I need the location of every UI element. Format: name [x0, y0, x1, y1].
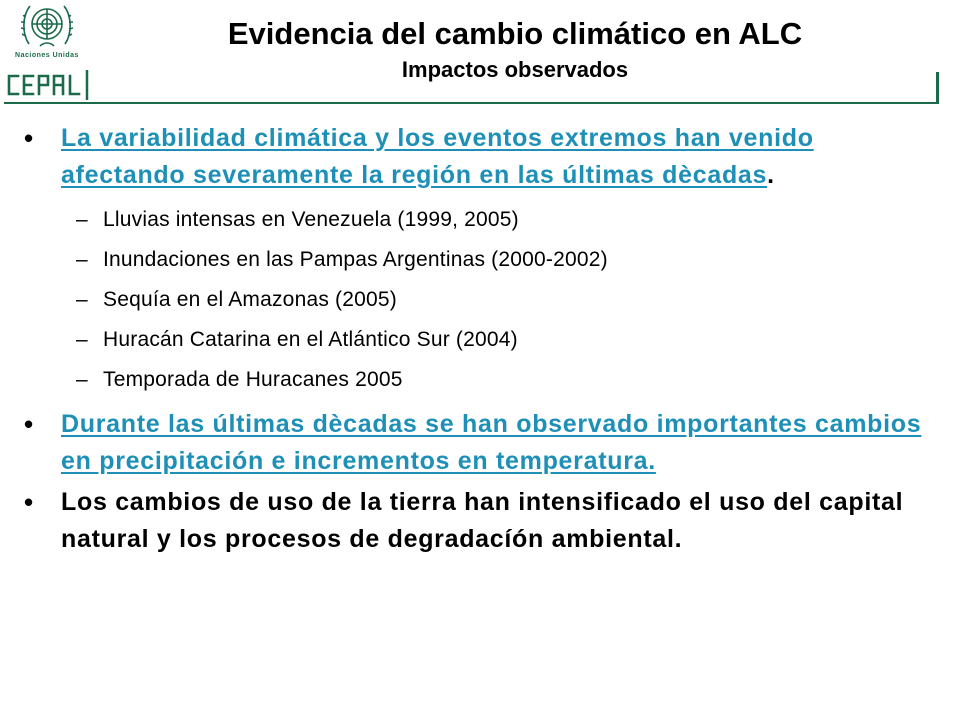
bullet-link[interactable]: Durante las últimas dècadas se han observado importantes cambios en precipitación e incrementos en temperatura. — [61, 410, 922, 475]
sub-item-text: Inundaciones en las Pampas Argentinas (2000-2002) — [103, 248, 608, 271]
header-rule-right — [936, 72, 939, 104]
slide-title: Evidencia del cambio climático en ALC — [227, 16, 803, 51]
bullet-item — [24, 406, 924, 480]
slide-content — [24, 120, 924, 558]
sub-item — [76, 240, 924, 280]
un-emblem-icon — [20, 0, 74, 50]
bullet-item — [24, 484, 924, 558]
bullet-suffix: . — [767, 161, 775, 189]
bullet-text: Los cambios de uso de la tierra han intensificado el uso del capital natural y los procesos de degradacíón ambiental. — [61, 488, 904, 553]
cepal-logo — [4, 0, 94, 104]
sub-dash: – — [76, 248, 88, 271]
bullet-text — [61, 120, 924, 194]
sub-dash: – — [76, 208, 88, 231]
sub-item — [76, 200, 924, 240]
bullet-glyph: • — [24, 123, 34, 153]
sub-item — [76, 280, 924, 320]
sub-item — [76, 360, 924, 400]
header-rule-bottom — [4, 102, 939, 104]
bullet-text — [61, 406, 924, 480]
sub-item-text: Temporada de Huracanes 2005 — [103, 368, 403, 391]
slide-subtitle: Impactos observados — [401, 57, 629, 82]
bullet-item — [24, 120, 924, 194]
bullet-glyph: • — [24, 487, 34, 517]
bullet-glyph: • — [24, 409, 34, 439]
bullet-link[interactable]: La variabilidad climática y los eventos extremos han venido afectando severamente la región en las últimas dècadas — [61, 124, 814, 189]
sub-dash: – — [76, 328, 88, 351]
sub-item-text: Huracán Catarina en el Atlántico Sur (2004) — [103, 328, 518, 351]
sub-item — [76, 320, 924, 360]
sub-dash: – — [76, 368, 88, 391]
cepal-wordmark-icon — [4, 70, 90, 100]
sub-dash: – — [76, 288, 88, 311]
sub-item-text: Lluvias intensas en Venezuela (1999, 2005) — [103, 208, 519, 231]
sub-item-text: Sequía en el Amazonas (2005) — [103, 288, 397, 311]
logo-org-name: Naciones Unidas — [15, 52, 79, 59]
